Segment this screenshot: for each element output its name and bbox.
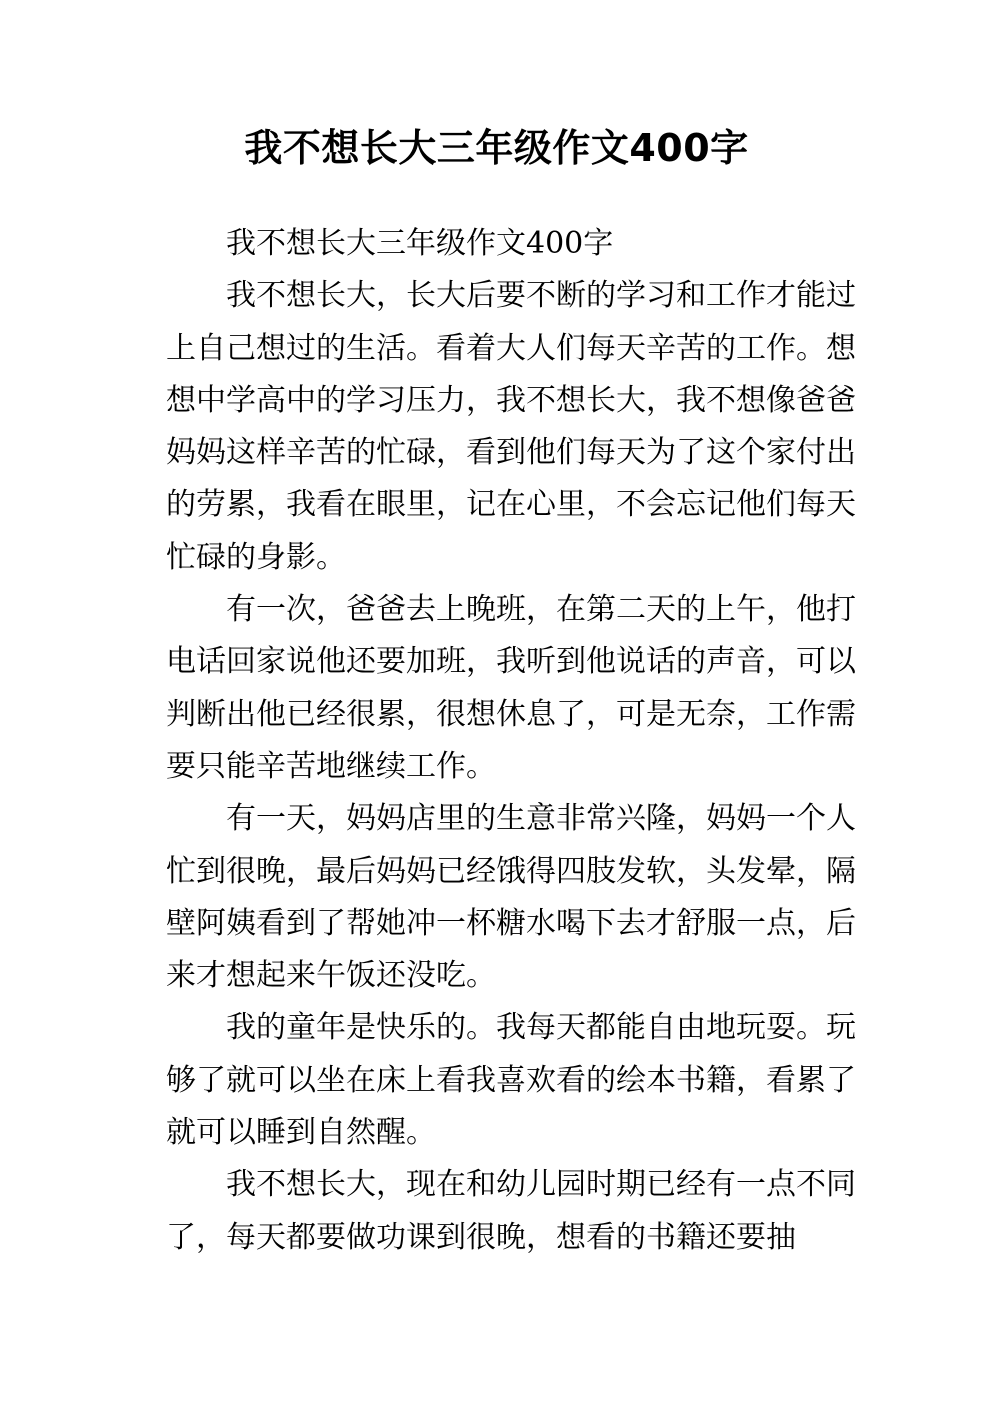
paragraph-4: 我的童年是快乐的。我每天都能自由地玩耍。玩够了就可以坐在床上看我喜欢看的绘本书籍，看累了就可以睡到自然醒。 <box>166 1010 856 1151</box>
paragraph-1: 我不想长大，长大后要不断的学习和工作才能过上自己想过的生活。看着大人们每天辛苦的工作。想想中学高中的学习压力，我不想长大，我不想像爸爸妈妈这样辛苦的忙碌，看到他们每天为了这个家付出的劳累，我看在眼里，记在心里，不会忘记他们每天忙碌的身影。 <box>166 278 856 575</box>
paragraph-2: 有一次，爸爸去上晚班，在第二天的上午，他打电话回家说他还要加班，我听到他说话的声音，可以判断出他已经很累，很想休息了，可是无奈，工作需要只能辛苦地继续工作。 <box>166 592 856 784</box>
paragraph-3: 有一天，妈妈店里的生意非常兴隆，妈妈一个人忙到很晚，最后妈妈已经饿得四肢发软，头发晕，隔壁阿姨看到了帮她冲一杯糖水喝下去才舒服一点，后来才想起来午饭还没吃。 <box>166 801 856 994</box>
document-body <box>166 218 856 1264</box>
paragraph-subtitle: 我不想长大三年级作文400字 <box>226 226 614 261</box>
document-title: 我不想长大三年级作文400字 <box>244 126 749 170</box>
paragraph-5: 我不想长大，现在和幼儿园时期已经有一点不同了，每天都要做功课到很晚，想看的书籍还要抽 <box>166 1167 856 1255</box>
